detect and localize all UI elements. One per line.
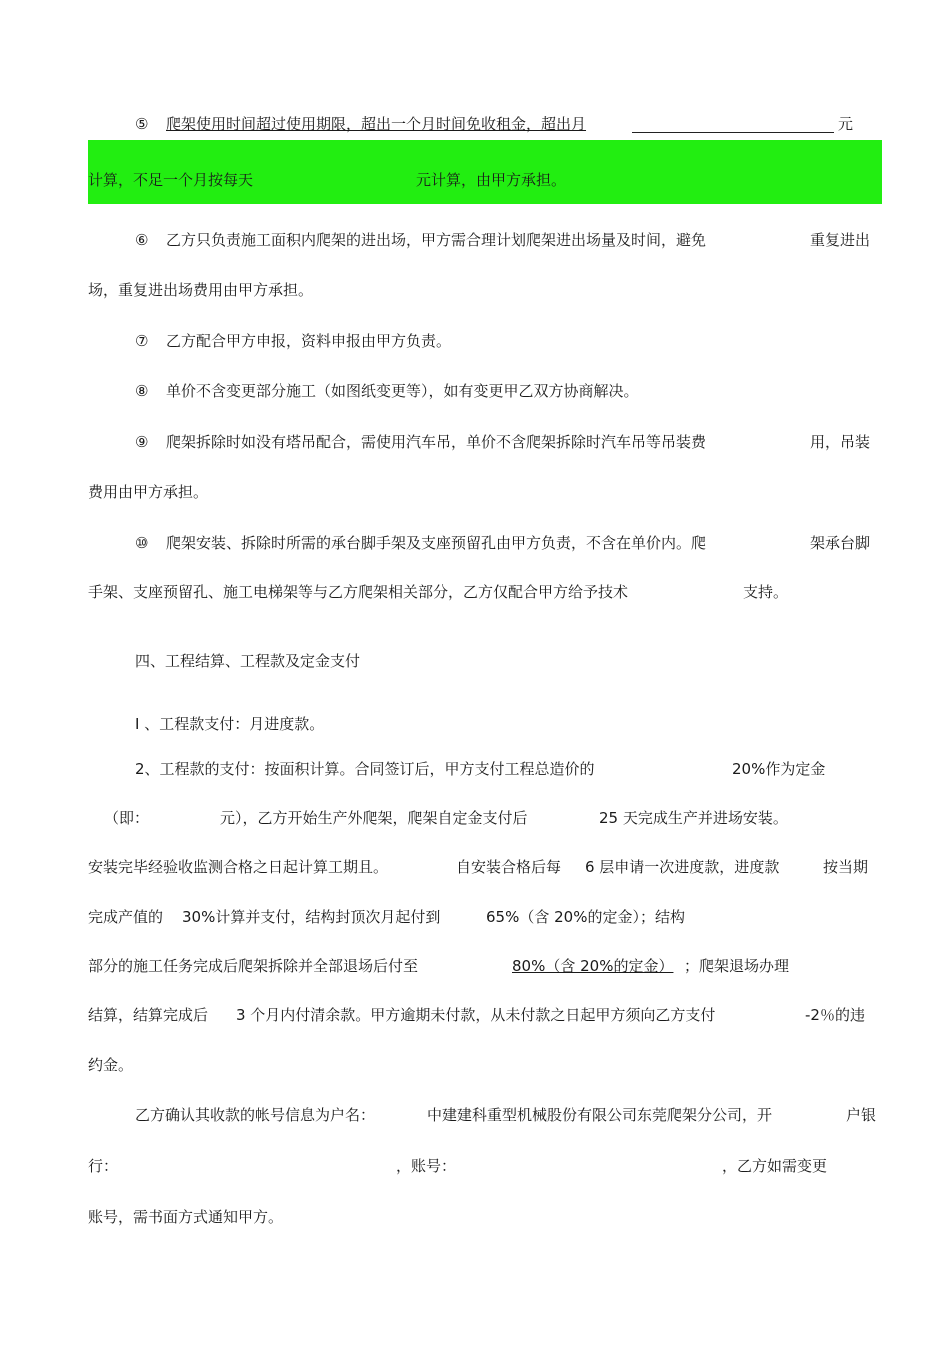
- item-9-line1: 爬架拆除时如没有塔吊配合，需使用汽车吊，单价不含爬架拆除时汽车吊等吊装费: [166, 433, 707, 451]
- item-6-number: ⑥: [135, 231, 149, 249]
- payment-clause-6-b: 80%（含 20%的定金）: [512, 957, 674, 975]
- item-5-line2-b: 元计算，由甲方承担。: [416, 171, 567, 189]
- payment-clause-3-a: （即：: [104, 809, 150, 827]
- item-5-line2-a: 计算，不足一个月按每天: [88, 171, 254, 189]
- payment-clause-7-a: 结算，结算完成后: [88, 1006, 209, 1024]
- item-10-line2: 手架、支座预留孔、施工电梯架等与乙方爬架相关部分，乙方仅配合甲方给予技术: [88, 583, 629, 601]
- item-7-text: 乙方配合甲方申报，资料申报由甲方负责。: [166, 332, 452, 350]
- item-10-number: ⑩: [135, 534, 149, 552]
- payment-clause-3-c: 25 天完成生产并进场安装。: [599, 809, 788, 827]
- payment-clause-6-a: 部分的施工任务完成后爬架拆除并全部退场后付至: [88, 957, 419, 975]
- item-6-line2: 场，重复进出场费用由甲方承担。: [88, 281, 314, 299]
- payment-clause-3-b: 元），乙方开始生产外爬架，爬架自定金支付后: [220, 809, 528, 827]
- payment-clause-1: I 、工程款支付：月进度款。: [135, 715, 325, 733]
- payment-clause-7-c: -2％的违: [805, 1006, 865, 1024]
- payment-clause-4-c: 6 层申请一次进度款，进度款: [585, 858, 780, 876]
- account-line-1-c: 户银: [846, 1106, 877, 1124]
- section-4-heading: 四、工程结算、工程款及定金支付: [135, 652, 361, 670]
- payment-clause-5-b: 30%计算并支付，结构封顶次月起付到: [182, 908, 441, 926]
- item-5-text: 爬架使用时间超过使用期限，超出一个月时间免收租金，超出月: [166, 115, 587, 133]
- payment-clause-8: 约金。: [88, 1056, 134, 1074]
- item-5-number: ⑤: [135, 115, 149, 133]
- account-line-3: 账号，需书面方式通知甲方。: [88, 1208, 284, 1226]
- item-5-unit: 元: [838, 115, 854, 133]
- item-10-line2-end: 支持。: [743, 583, 789, 601]
- item-7-number: ⑦: [135, 332, 149, 350]
- item-8-text: 单价不含变更部分施工（如图纸变更等），如有变更甲乙双方协商解决。: [166, 382, 639, 400]
- blank-underline: [632, 132, 834, 133]
- item-10-line1-end: 架承台脚: [810, 534, 871, 552]
- account-holder-name: 中建建科重型机械股份有限公司东莞爬架分公司，开: [427, 1106, 773, 1124]
- payment-clause-5-c: 65%（含 20%的定金）；结构: [486, 908, 685, 926]
- payment-clause-2-b: 20%作为定金: [732, 760, 826, 778]
- payment-clause-5-a: 完成产值的: [88, 908, 164, 926]
- payment-clause-6-c: ；爬架退场办理: [684, 957, 790, 975]
- account-number-label: ，账号：: [396, 1157, 457, 1175]
- item-6-line1-end: 重复进出: [810, 231, 871, 249]
- payment-clause-7-b: 3 个月内付清余款。甲方逾期未付款，从未付款之日起甲方须向乙方支付: [236, 1006, 716, 1024]
- item-8-number: ⑧: [135, 382, 149, 400]
- payment-clause-4-d: 按当期: [823, 858, 869, 876]
- item-9-line1-end: 用，吊装: [810, 433, 871, 451]
- account-bank-label: 行：: [88, 1157, 119, 1175]
- account-line-1-a: 乙方确认其收款的帐号信息为户名：: [135, 1106, 376, 1124]
- payment-clause-2-a: 2、工程款的支付：按面积计算。合同签订后，甲方支付工程总造价的: [135, 760, 595, 778]
- item-9-number: ⑨: [135, 433, 149, 451]
- payment-clause-4-a: 安装完毕经验收监测合格之日起计算工期且。: [88, 858, 389, 876]
- account-line-2-c: ，乙方如需变更: [722, 1157, 828, 1175]
- item-9-line2: 费用由甲方承担。: [88, 483, 209, 501]
- item-6-line1: 乙方只负责施工面积内爬架的进出场，甲方需合理计划爬架进出场量及时间，避免: [166, 231, 707, 249]
- payment-clause-4-b: 自安装合格后每: [456, 858, 562, 876]
- item-10-line1: 爬架安装、拆除时所需的承台脚手架及支座预留孔由甲方负责，不含在单价内。爬: [166, 534, 707, 552]
